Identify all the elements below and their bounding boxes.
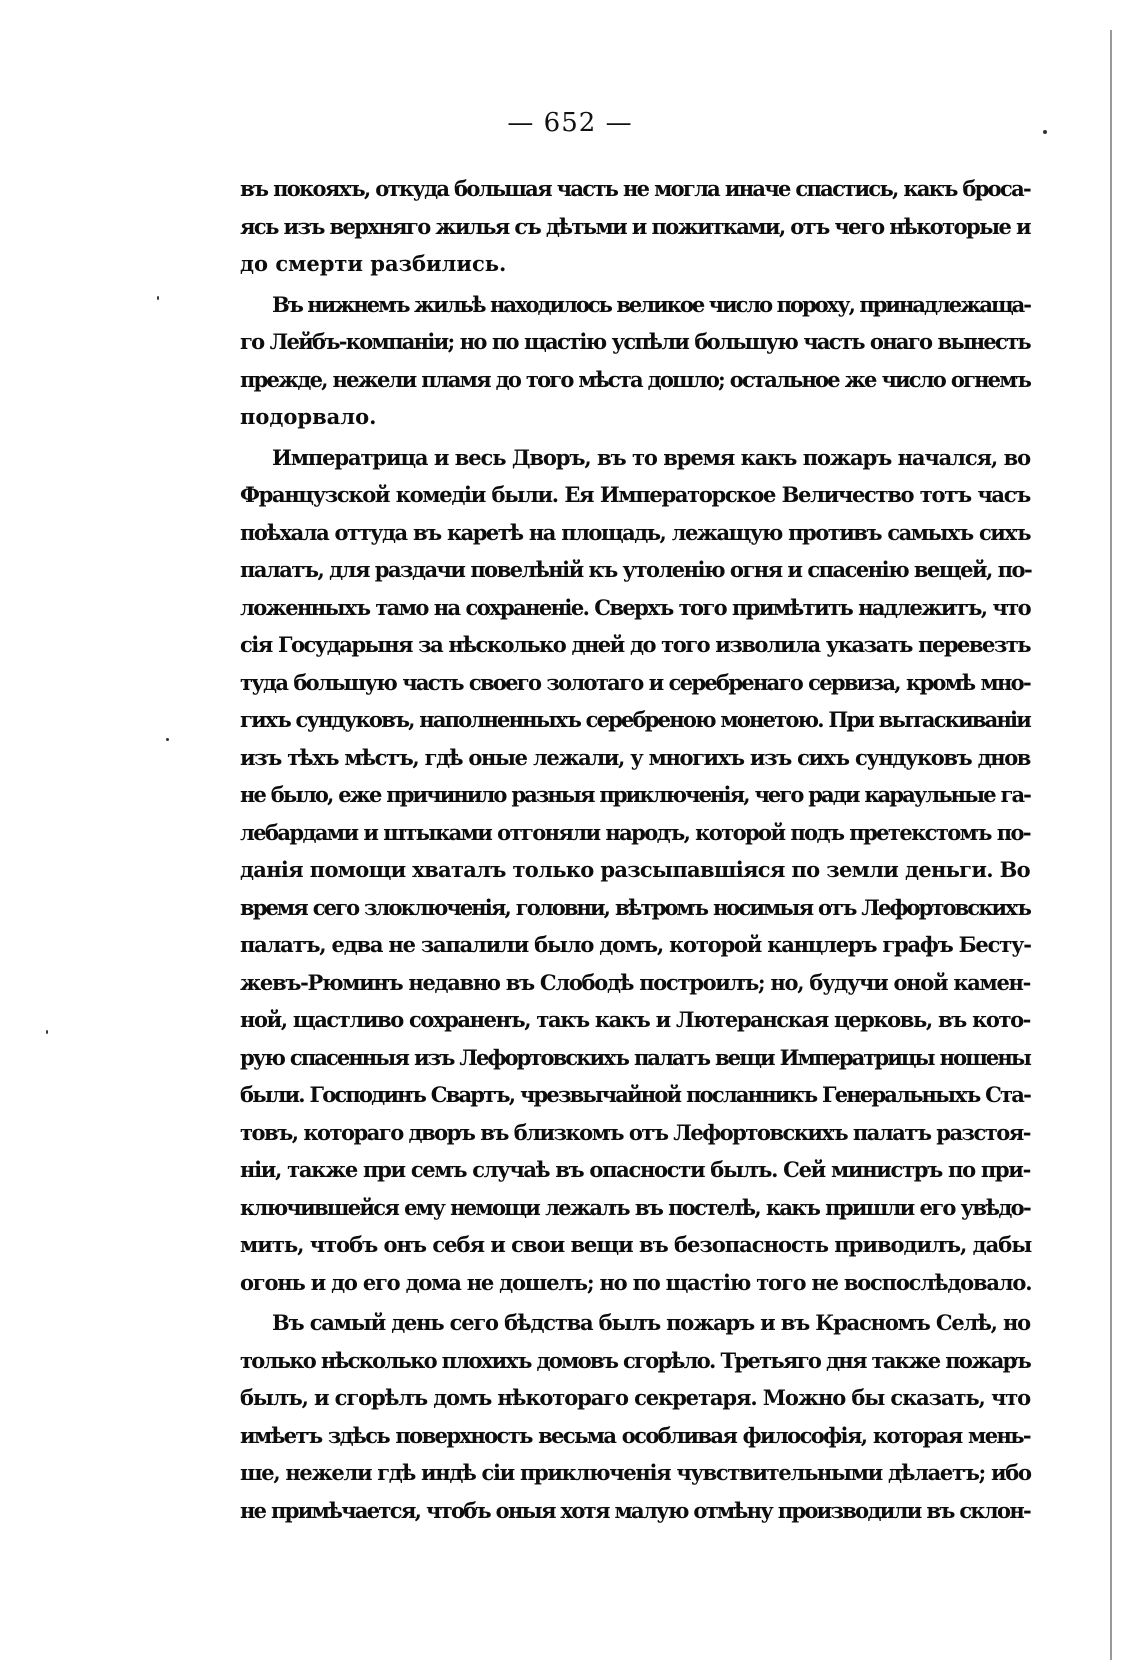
text-line: жевъ-Рюминъ недавно въ Слободѣ построилъ; но, будучи оной камен- bbox=[240, 969, 1030, 995]
text-line: рую спасенныя изъ Лефортовскихъ палатъ вещи Императрицы ношены bbox=[240, 1044, 1030, 1070]
text-line: до смерти разбились. bbox=[240, 251, 507, 276]
text-line: ключившейся ему немощи лежалъ въ постелѣ, какъ пришли его увѣдо- bbox=[240, 1194, 1030, 1220]
text-line: поѣхала оттуда въ каретѣ на площадь, лежащую противъ самыхъ сихъ bbox=[240, 519, 1030, 545]
text-line: го Лейбъ-компаніи; но по щастію успѣли большую часть онаго вынесть bbox=[240, 329, 1030, 354]
text-line: Императрица и весь Дворъ, въ то время какъ пожаръ начался, во bbox=[272, 444, 1030, 470]
paragraph bbox=[240, 439, 1030, 1302]
text-line: въ покояхъ, откуда большая часть не могла иначе спастись, какъ броса- bbox=[240, 176, 1030, 201]
page-number: — 652 — bbox=[507, 108, 633, 138]
paragraph bbox=[240, 286, 1030, 436]
text-line: не было, еже причинило разныя приключенія, чего ради караульные га- bbox=[240, 782, 1030, 807]
paragraph bbox=[240, 1304, 1030, 1529]
page-edge-line bbox=[1110, 30, 1112, 1660]
text-line: гихъ сундуковъ, наполненныхъ серебреною монетою. При вытаскиваніи bbox=[240, 707, 1030, 732]
text-line: изъ тѣхъ мѣстъ, гдѣ оные лежали, у многихъ изъ сихъ сундуковъ днов bbox=[240, 744, 1030, 770]
text-line: туда большую часть своего золотаго и серебренаго сервиза, кромѣ мно- bbox=[240, 669, 1030, 695]
text-line: лебардами и штыками отгоняли народъ, которой подъ претекстомъ по- bbox=[240, 819, 1030, 845]
text-line: товъ, котораго дворъ въ близкомъ отъ Лефортовскихъ палатъ разстоя- bbox=[240, 1119, 1030, 1145]
text-line: былъ, и сгорѣлъ домъ нѣкотораго секретаря. Можно бы сказать, что bbox=[240, 1385, 1031, 1410]
text-line: Въ нижнемъ жильѣ находилось великое число пороху, принадлежаща- bbox=[272, 291, 1030, 317]
text-line: палатъ, для раздачи повелѣній къ утоленію огня и спасенію вещей, по- bbox=[240, 557, 1032, 582]
text-line: ложенныхъ тамо на сохраненіе. Сверхъ того примѣтить надлежитъ, что bbox=[240, 594, 1030, 620]
paragraph bbox=[240, 170, 1030, 283]
speck bbox=[46, 1030, 48, 1034]
text-body bbox=[240, 170, 1030, 1532]
text-line: имѣетъ здѣсь поверхность весьма особливая философія, которая мень- bbox=[240, 1422, 1030, 1448]
text-line: прежде, нежели пламя до того мѣста дошло; остальное же число огнемъ bbox=[240, 366, 1030, 392]
text-line: мить, чтобъ онъ себя и свои вещи въ безопасность приводилъ, дабы bbox=[240, 1232, 1032, 1257]
text-line: Французской комедіи были. Ея Императорское Величество тотъ часъ bbox=[240, 482, 1030, 507]
speck bbox=[157, 296, 159, 300]
text-line: только нѣсколько плохихъ домовъ сгорѣло. Третьяго дня также пожаръ bbox=[240, 1347, 1030, 1373]
text-line: огонь и до его дома не дошелъ; но по щастію того не воспослѣдовало. bbox=[240, 1269, 1032, 1295]
text-line: Въ самый день сего бѣдства былъ пожаръ и въ Красномъ Селѣ, но bbox=[272, 1310, 1030, 1335]
text-line: подорвало. bbox=[240, 404, 377, 429]
text-line: ше, нежели гдѣ индѣ сіи приключенія чувствительными дѣлаетъ; ибо bbox=[240, 1460, 1031, 1485]
text-line: ніи, также при семъ случаѣ въ опасности былъ. Сей министръ по при- bbox=[240, 1157, 1030, 1182]
text-line: время сего злоключенія, головни, вѣтромъ носимыя отъ Лефортовскихъ bbox=[240, 894, 1030, 920]
text-line: не примѣчается, чтобъ оныя хотя малую отмѣну производили въ склон- bbox=[240, 1497, 1030, 1523]
text-line: данія помощи хваталъ только разсыпавшіяся по земли деньги. Во bbox=[240, 857, 1030, 882]
text-line: палатъ, едва не запалили было домъ, которой канцлеръ графъ Бесту- bbox=[240, 932, 1031, 957]
text-line: ной, щастливо сохраненъ, такъ какъ и Лютеранская церковь, въ кото- bbox=[240, 1007, 1030, 1032]
text-line: были. Господинъ Свартъ, чрезвычайной посланникъ Генеральныхъ Ста- bbox=[240, 1082, 1030, 1107]
text-line: сія Государыня за нѣсколько дней до того изволила указать перевезть bbox=[240, 632, 1030, 657]
text-line: ясь изъ верхняго жилья съ дѣтьми и пожитками, отъ чего нѣкоторые и bbox=[240, 213, 1030, 239]
speck bbox=[166, 738, 169, 741]
